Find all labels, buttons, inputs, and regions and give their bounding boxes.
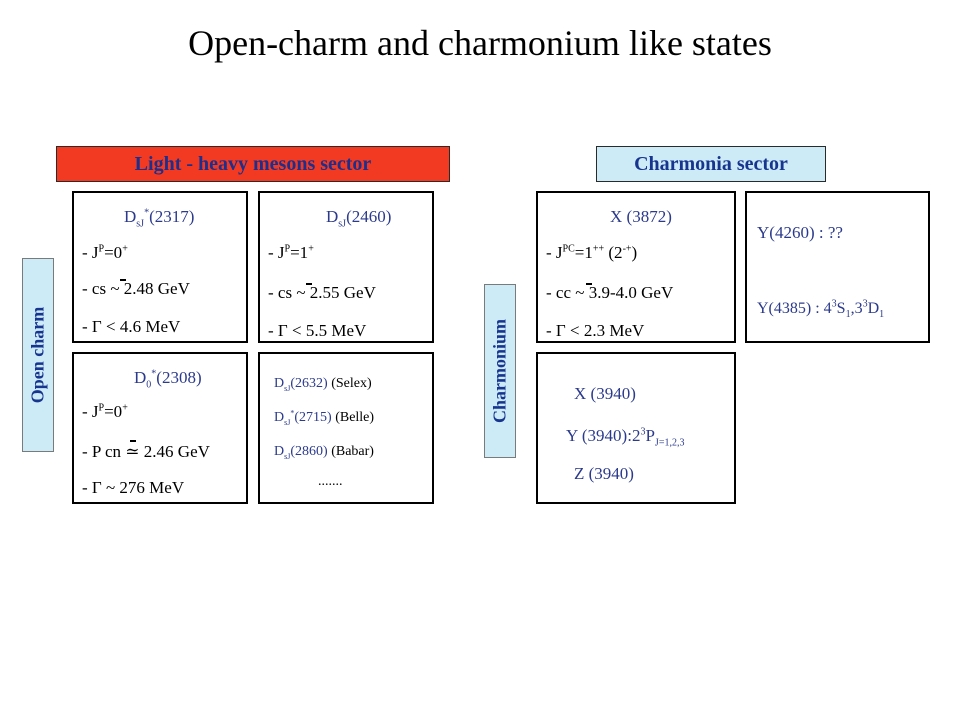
z3940-line: Z (3940) <box>574 464 634 483</box>
ds2715-line: $D_{sJ}^*(2715)$ (Belle) <box>274 408 375 427</box>
ds2317-spin-parity: - $J^P=0^+$ <box>82 243 128 262</box>
x3872-name: X (3872) <box>610 207 672 226</box>
d2308-width: - Γ ~ 276 MeV <box>82 478 185 497</box>
ds2317-name: $D_{sJ}^*(2317)$ <box>124 207 195 230</box>
charmonium-label <box>484 284 516 458</box>
y3940-line: Y $(3940):2^3P_{J=1,2,3}$ <box>566 426 685 449</box>
x3940-line: X (3940) <box>574 384 636 403</box>
ds-excited-box <box>258 352 434 504</box>
d2308-name: $D_0^*(2308)$ <box>134 368 202 391</box>
d2308-mass: - P cn ≃ 2.46 GeV <box>82 442 210 461</box>
ds-excited-dots: ....... <box>318 474 343 489</box>
y-states-box <box>745 191 930 343</box>
ds2460-width: - Γ < 5.5 MeV <box>268 321 367 340</box>
x3872-overline <box>586 283 592 285</box>
y4260-line: Y(4260) : ?? <box>757 223 843 242</box>
charmonium-label-text: Charmonium <box>489 318 510 424</box>
ds2317-mass: - cs ~ 2.48 GeV <box>82 279 190 298</box>
ds2460-mass: - cs ~ 2.55 GeV <box>268 283 376 302</box>
ds2317-overline <box>120 279 126 281</box>
open-charm-label-text: Open charm <box>27 306 48 404</box>
ds2317-box <box>72 191 248 343</box>
x3872-spin-parity: - $J^{PC}=1^{++}$ (2-+) <box>546 243 638 262</box>
d2308-spin-parity: - $J^P=0^+$ <box>82 402 128 421</box>
charmonia-sector-banner: Charmonia sector <box>596 146 826 182</box>
page-title: Open-charm and charmonium like states <box>188 23 772 63</box>
ds2460-overline <box>306 283 312 285</box>
ds2632-line: $D_{sJ}(2632)$ (Selex) <box>274 376 372 393</box>
ds2460-name: $D_{sJ}(2460)$ <box>326 207 392 230</box>
ds2860-line: $D_{sJ}(2860)$ (Babar) <box>274 444 374 461</box>
ds2460-spin-parity: - $J^P=1^+$ <box>268 243 314 262</box>
y4385-line: Y(4385) : $4^3S_1,3^3D_1$ <box>757 298 885 321</box>
d2308-overline <box>130 440 136 442</box>
ds2317-width: - Γ < 4.6 MeV <box>82 317 181 336</box>
open-charm-label <box>22 258 54 452</box>
x3872-box <box>536 191 736 343</box>
x3872-mass: - cc ~ 3.9-4.0 GeV <box>546 283 674 302</box>
x3872-width: - Γ < 2.3 MeV <box>546 321 645 340</box>
light-heavy-sector-banner: Light - heavy mesons sector <box>56 146 450 182</box>
d2308-box <box>72 352 248 504</box>
x3940-box <box>536 352 736 504</box>
ds2460-box <box>258 191 434 343</box>
